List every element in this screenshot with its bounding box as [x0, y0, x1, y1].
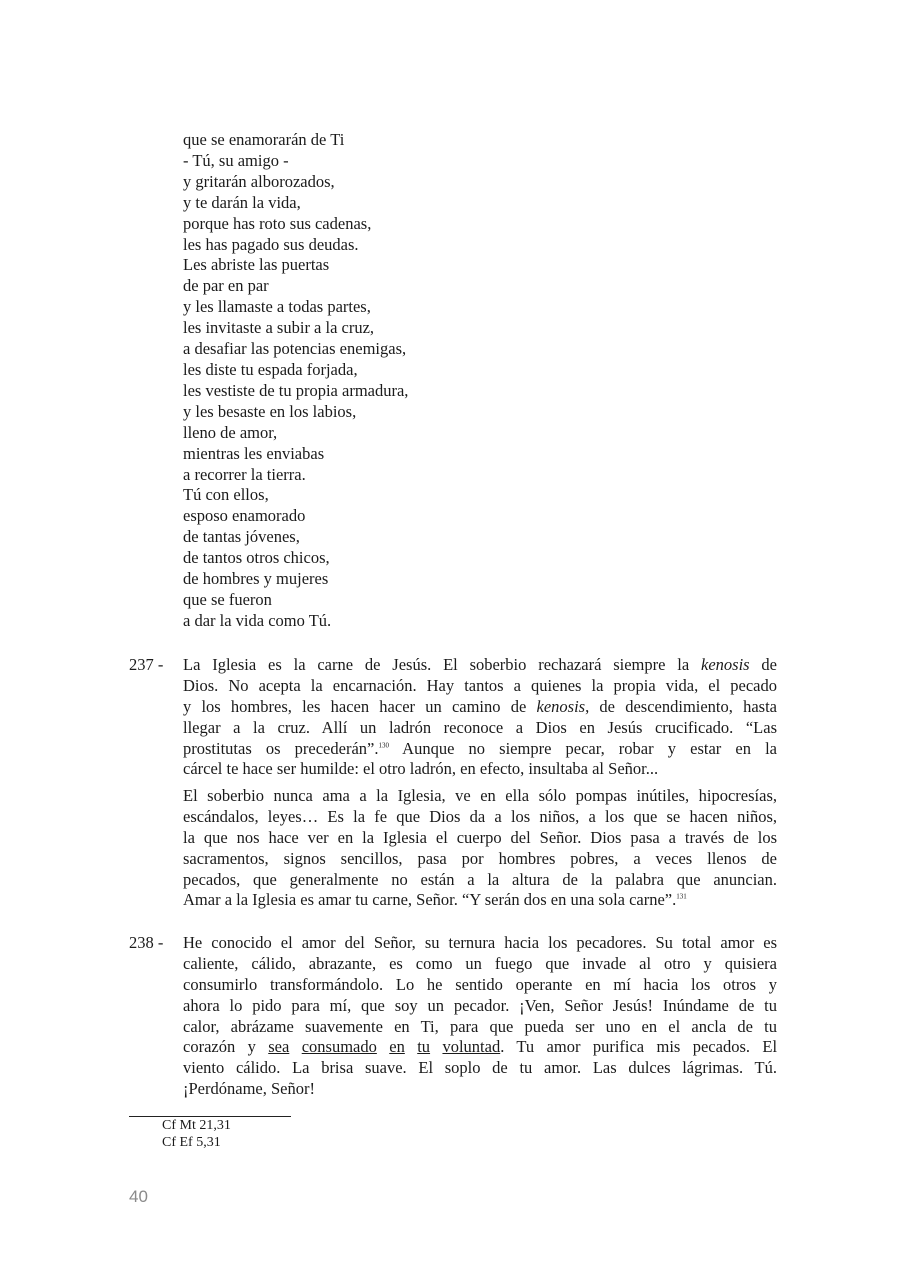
- text-run: [377, 1037, 389, 1056]
- poem-line: a recorrer la tierra.: [183, 464, 306, 484]
- text-line: [183, 655, 777, 676]
- text-run: [405, 1037, 417, 1056]
- text-run: ¡Perdóname, Señor!: [183, 1079, 315, 1099]
- poem-line: porque has roto sus cadenas,: [183, 213, 372, 233]
- poem-line: y te darán la vida,: [183, 192, 301, 212]
- text-run: corazón y: [183, 1037, 269, 1057]
- text-run: llegar a la cruz. Allí un ladrón reconoce a Dios en Jesús crucificado. “Las: [183, 717, 777, 737]
- text-line: [183, 996, 777, 1017]
- underlined-word: consumado: [301, 1037, 377, 1057]
- text-line: [183, 697, 777, 718]
- underlined-word: tu: [417, 1037, 431, 1057]
- footnote-131: Cf Ef 5,31: [162, 1135, 221, 1150]
- footnote-ref: 131: [676, 892, 687, 901]
- text-line: [183, 718, 777, 739]
- text-line: [183, 1058, 777, 1079]
- text-line: [183, 1037, 777, 1058]
- text-run: escándalos, leyes… Es la fe que Dios da a los niños, a los que se hacen niños,: [183, 806, 777, 826]
- text-run: Amar a la Iglesia es amar tu carne, Señor. “Y serán dos en una sola carne”.: [183, 890, 677, 910]
- text-line: [183, 975, 777, 996]
- poem-line: les invitaste a subir a la cruz,: [183, 318, 375, 338]
- paragraph-block: [183, 786, 777, 911]
- paragraph-number: 238 -: [129, 933, 164, 952]
- text-line: [183, 890, 777, 911]
- text-run: La Iglesia es la carne de Jesús. El soberbio rechazará siempre la: [183, 655, 702, 674]
- poem-line: que se enamorarán de Ti: [183, 130, 345, 149]
- poem-line: les vestiste de tu propia armadura,: [183, 380, 409, 400]
- text-run: He conocido el amor del Señor, su ternura hacia los pecadores. Su total amor es: [183, 933, 777, 952]
- text-run: la que nos hace ver en la Iglesia el cuerpo del Señor. Dios pasa a través de los: [183, 827, 777, 847]
- poem: [183, 130, 408, 632]
- text-run: y los hombres, les hacen hacer un camino de: [183, 696, 537, 716]
- text-line: [183, 828, 777, 849]
- text-line: [183, 954, 777, 975]
- poem-line: les diste tu espada forjada,: [183, 359, 358, 379]
- text-run: pecados, que generalmente no están a la altura de la palabra que anuncian.: [183, 869, 777, 889]
- text-run: sacramentos, signos sencillos, pasa por hombres pobres, a veces llenos de: [183, 848, 777, 868]
- text-run: caliente, cálido, abrazante, es como un fuego que invade al otro y quisiera: [183, 953, 777, 973]
- text-run: [430, 1037, 442, 1056]
- footnote-ref: 130: [378, 741, 389, 750]
- text-line: [183, 739, 777, 760]
- poem-line: a dar la vida como Tú.: [183, 610, 332, 630]
- text-run: ahora lo pido para mí, que soy un pecador. ¡Ven, Señor Jesús! Inúndame de tu: [183, 995, 777, 1015]
- text-line: [183, 786, 777, 807]
- italic-term: kenosis: [536, 696, 586, 716]
- text-run: El soberbio nunca ama a la Iglesia, ve en ella sólo pompas inútiles, hipocresías,: [183, 786, 777, 805]
- text-run: consumirlo transformándolo. Lo he sentido operante en mí hacia los otros y: [183, 974, 777, 994]
- text-run: . Tu amor purifica mis pecados. El: [500, 1037, 778, 1057]
- underlined-word: en: [389, 1037, 405, 1057]
- poem-line: y gritarán alborozados,: [183, 171, 335, 191]
- poem-line: mientras les enviabas: [183, 443, 325, 463]
- text-run: Aunque no siempre pecar, robar y estar en la: [388, 738, 777, 758]
- text-run: de: [749, 655, 777, 674]
- underlined-word: voluntad: [442, 1037, 501, 1057]
- text-run: Dios. No acepta la encarnación. Hay tantos a quienes la propia vida, el pecado: [183, 675, 777, 695]
- poem-line: de hombres y mujeres: [183, 569, 329, 589]
- italic-term: kenosis: [701, 655, 750, 674]
- text-run: [289, 1037, 301, 1056]
- text-line: [183, 1017, 777, 1038]
- poem-line: Tú con ellos,: [183, 485, 269, 505]
- poem-line: de tantas jóvenes,: [183, 527, 300, 547]
- poem-line: Les abriste las puertas: [183, 255, 330, 275]
- poem-line: - Tú, su amigo -: [183, 150, 289, 170]
- poem-line: a desafiar las potencias enemigas,: [183, 339, 407, 359]
- text-run: cárcel te hace ser humilde: el otro ladrón, en efecto, insultaba al Señor...: [183, 759, 659, 779]
- text-line: [183, 807, 777, 828]
- paragraph-block: [183, 655, 777, 780]
- text-line: [183, 849, 777, 870]
- paragraph-number: 237 -: [129, 655, 164, 674]
- page-number: 40: [129, 1187, 148, 1206]
- text-line: [183, 676, 777, 697]
- poem-line: lleno de amor,: [183, 422, 278, 442]
- footnote-130: Cf Mt 21,31: [162, 1118, 231, 1133]
- text-line: [183, 933, 777, 954]
- poem-line: y les llamaste a todas partes,: [183, 297, 371, 317]
- text-line: [183, 870, 777, 891]
- underlined-word: sea: [268, 1037, 290, 1057]
- text-run: , de descendimiento, hasta: [585, 696, 778, 716]
- poem-line: esposo enamorado: [183, 506, 306, 526]
- poem-line: y les besaste en los labios,: [183, 401, 357, 421]
- poem-line: les has pagado sus deudas.: [183, 234, 359, 254]
- text-line: [183, 759, 777, 780]
- poem-line: que se fueron: [183, 589, 272, 609]
- text-run: prostitutas os precederán”.: [183, 738, 379, 758]
- paragraph-block: [183, 933, 777, 1100]
- text-run: calor, abrázame suavemente en Ti, para que pueda ser uno en el ancla de tu: [183, 1016, 777, 1036]
- poem-line: de tantos otros chicos,: [183, 548, 330, 568]
- text-run: viento cálido. La brisa suave. El soplo de tu amor. Las dulces lágrimas. Tú.: [183, 1058, 777, 1078]
- poem-line: de par en par: [183, 276, 269, 296]
- text-line: [183, 1079, 777, 1100]
